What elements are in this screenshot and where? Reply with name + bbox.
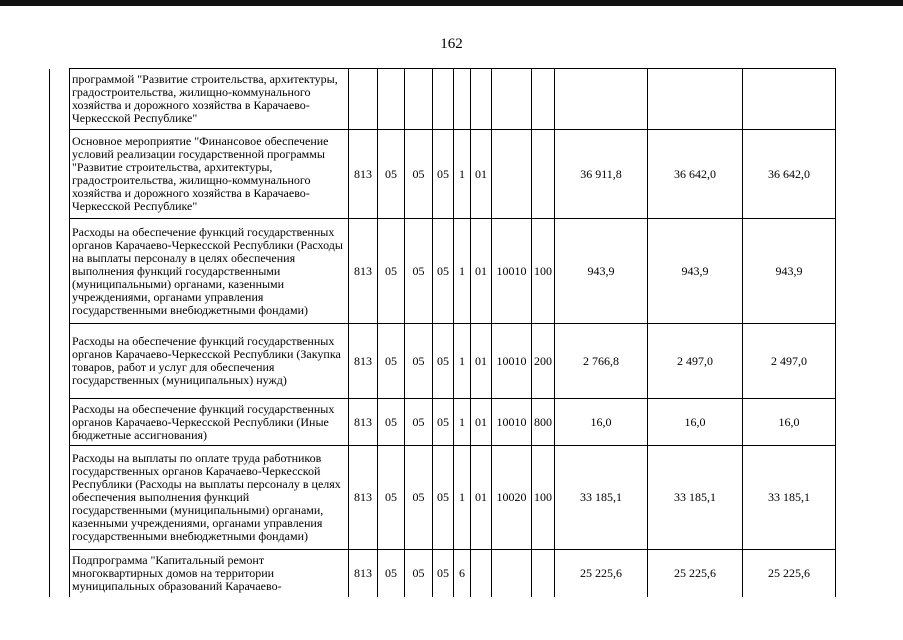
code-subsection xyxy=(405,69,433,130)
row-name: программой "Развитие строительства, архитектуры, градостроительства, жилищно-коммунального хозяйства и дорожного хозяйства в Карачаево-Черкесской Республике" xyxy=(70,69,349,130)
row-name: Расходы на обеспечение функций государственных органов Карачаево-Черкесской Республики (Расходы на выплаты персоналу в целях обеспечения выполнения функций государственными (муниципальными) органами, казенными учреждениями, органами управления государственными внебюджетными фондами) xyxy=(70,219,349,324)
code-admin: 813 xyxy=(349,219,378,324)
code-direction: 10010 xyxy=(492,399,532,446)
table-row xyxy=(50,550,836,597)
code-program: 05 xyxy=(433,446,454,550)
code-activity: 01 xyxy=(471,130,492,219)
code-section: 05 xyxy=(378,550,405,597)
amount-1: 36 911,8 xyxy=(555,130,648,219)
amount-2: 36 642,0 xyxy=(648,130,743,219)
code-admin: 813 xyxy=(349,446,378,550)
amount-1: 943,9 xyxy=(555,219,648,324)
code-section: 05 xyxy=(378,130,405,219)
code-subprogram: 6 xyxy=(454,550,471,597)
table-row xyxy=(50,69,836,130)
margin-cell xyxy=(50,324,70,399)
row-name: Расходы на выплаты по оплате труда работников государственных органов Карачаево-Черкесской Республики (Расходы на выплаты персоналу в целях обеспечения выполнения функций государственными (муниципальными) органами, казенными учреждениями, органами управления государственными внебюджетными фондами) xyxy=(70,446,349,550)
code-subprogram: 1 xyxy=(454,446,471,550)
margin-cell xyxy=(50,130,70,219)
margin-cell xyxy=(50,219,70,324)
row-name: Основное мероприятие "Финансовое обеспечение условий реализации государственной программы "Развитие строительства, архитектуры, градостроительства, жилищно-коммунального хозяйства и дорожного хозяйства в Карачаево-Черкесской Республике" xyxy=(70,130,349,219)
code-expense-type xyxy=(532,130,555,219)
code-activity xyxy=(471,69,492,130)
amount-2: 33 185,1 xyxy=(648,446,743,550)
amount-2: 2 497,0 xyxy=(648,324,743,399)
amount-3: 33 185,1 xyxy=(743,446,836,550)
code-program: 05 xyxy=(433,130,454,219)
code-direction xyxy=(492,69,532,130)
amount-2: 25 225,6 xyxy=(648,550,743,597)
row-name: Расходы на обеспечение функций государственных органов Карачаево-Черкесской Республики (Иные бюджетные ассигнования) xyxy=(70,399,349,446)
code-expense-type: 200 xyxy=(532,324,555,399)
row-name: Расходы на обеспечение функций государственных органов Карачаево-Черкесской Республики (Закупка товаров, работ и услуг для обеспечения государственных (муниципальных) нужд) xyxy=(70,324,349,399)
code-subprogram: 1 xyxy=(454,219,471,324)
amount-1: 2 766,8 xyxy=(555,324,648,399)
code-program xyxy=(433,69,454,130)
code-admin: 813 xyxy=(349,550,378,597)
code-subprogram: 1 xyxy=(454,399,471,446)
code-expense-type xyxy=(532,69,555,130)
code-direction: 10010 xyxy=(492,324,532,399)
amount-2: 943,9 xyxy=(648,219,743,324)
code-admin xyxy=(349,69,378,130)
code-activity: 01 xyxy=(471,446,492,550)
code-subsection: 05 xyxy=(405,130,433,219)
margin-cell xyxy=(50,399,70,446)
amount-2: 16,0 xyxy=(648,399,743,446)
code-program: 05 xyxy=(433,219,454,324)
top-border-line xyxy=(0,0,903,6)
code-subprogram: 1 xyxy=(454,130,471,219)
code-expense-type xyxy=(532,550,555,597)
code-section: 05 xyxy=(378,324,405,399)
code-direction xyxy=(492,550,532,597)
code-expense-type: 800 xyxy=(532,399,555,446)
table-row xyxy=(50,324,836,399)
code-activity: 01 xyxy=(471,219,492,324)
code-direction xyxy=(492,130,532,219)
code-direction: 10010 xyxy=(492,219,532,324)
table-row xyxy=(50,130,836,219)
code-expense-type: 100 xyxy=(532,219,555,324)
code-admin: 813 xyxy=(349,399,378,446)
amount-1: 16,0 xyxy=(555,399,648,446)
page-number: 162 xyxy=(440,36,463,52)
code-admin: 813 xyxy=(349,324,378,399)
code-subsection: 05 xyxy=(405,219,433,324)
table-row xyxy=(50,399,836,446)
code-activity: 01 xyxy=(471,324,492,399)
code-admin: 813 xyxy=(349,130,378,219)
code-direction: 10020 xyxy=(492,446,532,550)
code-program: 05 xyxy=(433,399,454,446)
code-subsection: 05 xyxy=(405,550,433,597)
code-section: 05 xyxy=(378,446,405,550)
code-subsection: 05 xyxy=(405,399,433,446)
amount-3: 16,0 xyxy=(743,399,836,446)
code-activity xyxy=(471,550,492,597)
margin-cell xyxy=(50,446,70,550)
code-program: 05 xyxy=(433,324,454,399)
amount-2 xyxy=(648,69,743,130)
amount-1 xyxy=(555,69,648,130)
code-subprogram: 1 xyxy=(454,324,471,399)
amount-1: 33 185,1 xyxy=(555,446,648,550)
code-section xyxy=(378,69,405,130)
budget-table xyxy=(49,68,836,597)
row-name: Подпрограмма "Капитальный ремонт многоквартирных домов на территории муниципальных образований Карачаево- xyxy=(70,550,349,597)
amount-1: 25 225,6 xyxy=(555,550,648,597)
code-subprogram xyxy=(454,69,471,130)
amount-3: 943,9 xyxy=(743,219,836,324)
amount-3 xyxy=(743,69,836,130)
code-expense-type: 100 xyxy=(532,446,555,550)
code-subsection: 05 xyxy=(405,446,433,550)
table-row xyxy=(50,219,836,324)
code-activity: 01 xyxy=(471,399,492,446)
table-row xyxy=(50,446,836,550)
code-section: 05 xyxy=(378,399,405,446)
amount-3: 25 225,6 xyxy=(743,550,836,597)
amount-3: 2 497,0 xyxy=(743,324,836,399)
margin-cell xyxy=(50,69,70,130)
code-program: 05 xyxy=(433,550,454,597)
code-subsection: 05 xyxy=(405,324,433,399)
code-section: 05 xyxy=(378,219,405,324)
amount-3: 36 642,0 xyxy=(743,130,836,219)
margin-cell xyxy=(50,550,70,597)
